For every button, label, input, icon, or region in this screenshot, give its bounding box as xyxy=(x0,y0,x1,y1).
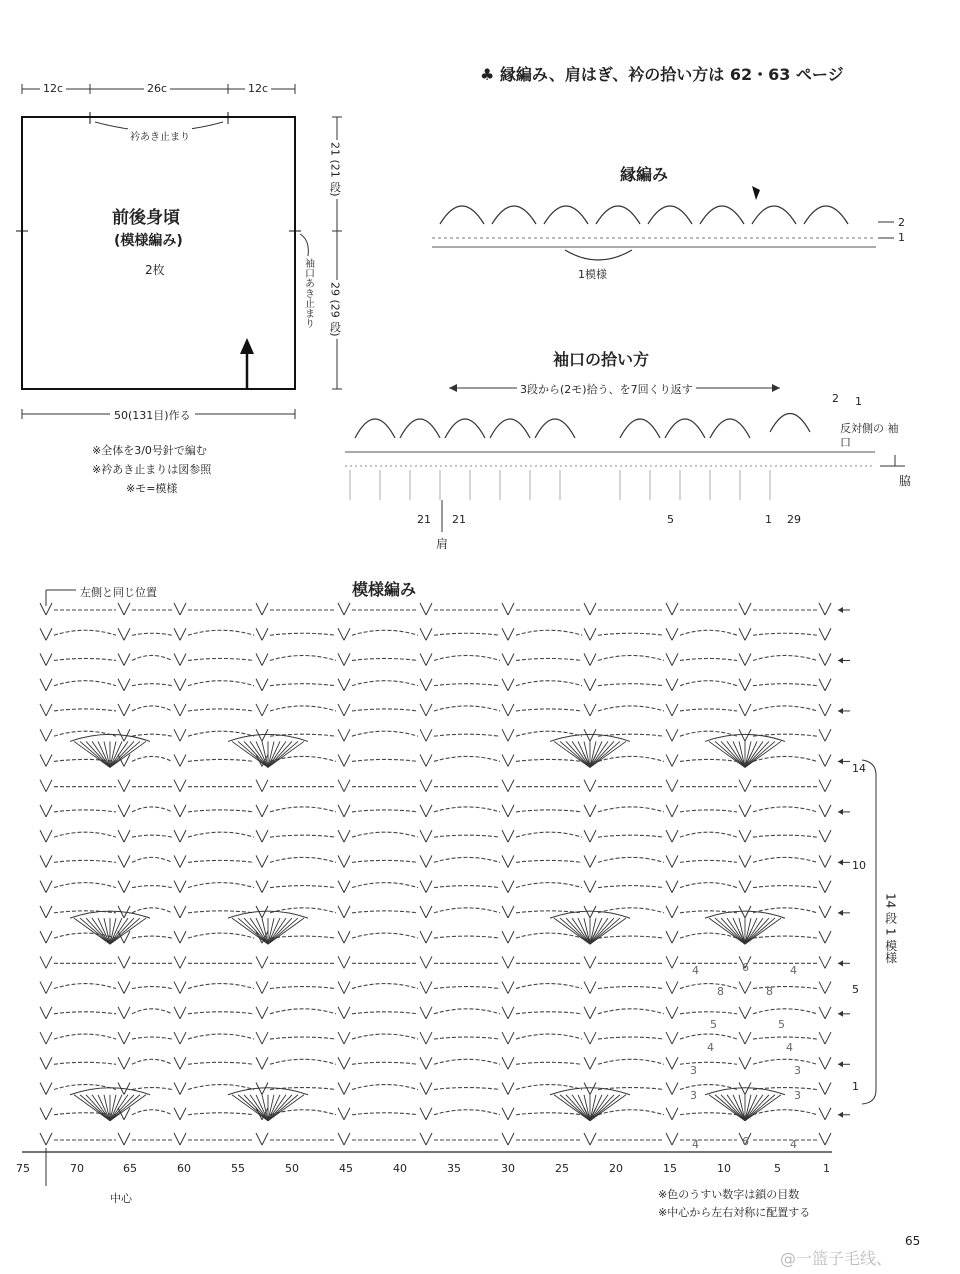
sleeve-num-21a: 21 xyxy=(417,513,431,526)
row-marker-14: 14 xyxy=(852,762,866,775)
stitch-num-10: 10 xyxy=(717,1162,731,1175)
chain-count: 4 xyxy=(692,964,699,977)
row-marker-5: 5 xyxy=(852,983,859,996)
bottom-dim: 50(131目)作る xyxy=(110,407,195,423)
edging-row-1: 1 xyxy=(898,231,905,244)
page-number: 65 xyxy=(905,1234,921,1248)
pattern-note-2: ※中心から左右対称に配置する xyxy=(658,1206,811,1219)
row-marker-10: 10 xyxy=(852,859,866,872)
stitch-num-60: 60 xyxy=(177,1162,191,1175)
chain-count: 4 xyxy=(707,1041,714,1054)
piece-count: 2枚 xyxy=(145,263,165,277)
repeat-label: 14 段 1 模様 xyxy=(883,893,898,964)
stitch-num-25: 25 xyxy=(555,1162,569,1175)
sleeve-num-5: 5 xyxy=(667,513,674,526)
right-dim-bottom: 29 (29 段) xyxy=(328,282,342,337)
chain-count: 5 xyxy=(778,1018,785,1031)
sleeve-num-29: 29 xyxy=(787,513,801,526)
chain-count: 8 xyxy=(766,985,773,998)
chain-count: 3 xyxy=(690,1064,697,1077)
sleeve-num-1: 1 xyxy=(765,513,772,526)
center-label: 中心 xyxy=(110,1192,132,1205)
sleeve-title: 袖口の拾い方 xyxy=(553,350,650,369)
schematic-note-1: ※全体を3/0号針で編む xyxy=(92,444,207,457)
pattern-title: 模様編み xyxy=(352,580,417,599)
row-marker-1: 1 xyxy=(852,1080,859,1093)
stitch-num-55: 55 xyxy=(231,1162,245,1175)
chain-count: 4 xyxy=(692,1138,699,1151)
chain-count: 5 xyxy=(710,1018,717,1031)
sleeve-row-2: 2 xyxy=(832,392,839,405)
stitch-num-1: 1 xyxy=(823,1162,830,1175)
chain-count: 4 xyxy=(786,1041,793,1054)
dim-left: 12c xyxy=(40,82,66,95)
piece-subtitle: (模様編み) xyxy=(114,233,183,249)
left-side-label: 左側と同じ位置 xyxy=(80,586,157,599)
side-seam-label: 脇 xyxy=(899,474,912,488)
stitch-num-20: 20 xyxy=(609,1162,623,1175)
opposite-sleeve-label: 反対側の 袖口 xyxy=(840,422,899,450)
sleeve-repeat-note: 3段から(2モ)拾う、を7回くり返す xyxy=(517,381,696,397)
dim-right: 12c xyxy=(245,82,271,95)
stitch-num-75: 75 xyxy=(16,1162,30,1175)
neck-label: 衿あき止まり xyxy=(128,128,192,143)
right-dim-top: 21 (21 段) xyxy=(328,142,342,197)
club-icon: ♣ xyxy=(480,65,495,84)
stitch-num-40: 40 xyxy=(393,1162,407,1175)
edging-repeat-label: 1模様 xyxy=(578,268,607,281)
dim-center: 26c xyxy=(144,82,170,95)
chain-count: 3 xyxy=(794,1089,801,1102)
chain-count: 4 xyxy=(790,1138,797,1151)
schematic-note-3: ※モ=模様 xyxy=(126,482,178,495)
stitch-num-70: 70 xyxy=(70,1162,84,1175)
sleeve-row-1: 1 xyxy=(855,395,862,408)
stitch-num-65: 65 xyxy=(123,1162,137,1175)
chain-count: 6 xyxy=(742,1135,749,1148)
stitch-num-45: 45 xyxy=(339,1162,353,1175)
chain-count: 8 xyxy=(717,985,724,998)
stitch-num-30: 30 xyxy=(501,1162,515,1175)
sleeve-num-21b: 21 xyxy=(452,513,466,526)
side-opening-label: 袖口あき止まり xyxy=(302,258,314,328)
stitch-num-50: 50 xyxy=(285,1162,299,1175)
chain-count: 6 xyxy=(742,961,749,974)
edging-title: 縁編み xyxy=(620,165,669,184)
stitch-num-5: 5 xyxy=(774,1162,781,1175)
chain-count: 3 xyxy=(690,1089,697,1102)
watermark: @一篮子毛线、 xyxy=(780,1249,893,1268)
stitch-num-35: 35 xyxy=(447,1162,461,1175)
chain-count: 3 xyxy=(794,1064,801,1077)
chain-count: 4 xyxy=(790,964,797,977)
piece-title: 前後身頃 xyxy=(112,208,180,228)
header-note: ♣ 縁編み、肩はぎ、衿の拾い方は 62・63 ページ xyxy=(480,65,844,84)
shoulder-label: 肩 xyxy=(436,537,449,551)
schematic-note-2: ※衿あき止まりは図参照 xyxy=(92,463,212,476)
pattern-note-1: ※色のうすい数字は鎖の目数 xyxy=(658,1188,800,1201)
stitch-num-15: 15 xyxy=(663,1162,677,1175)
edging-row-2: 2 xyxy=(898,216,905,229)
